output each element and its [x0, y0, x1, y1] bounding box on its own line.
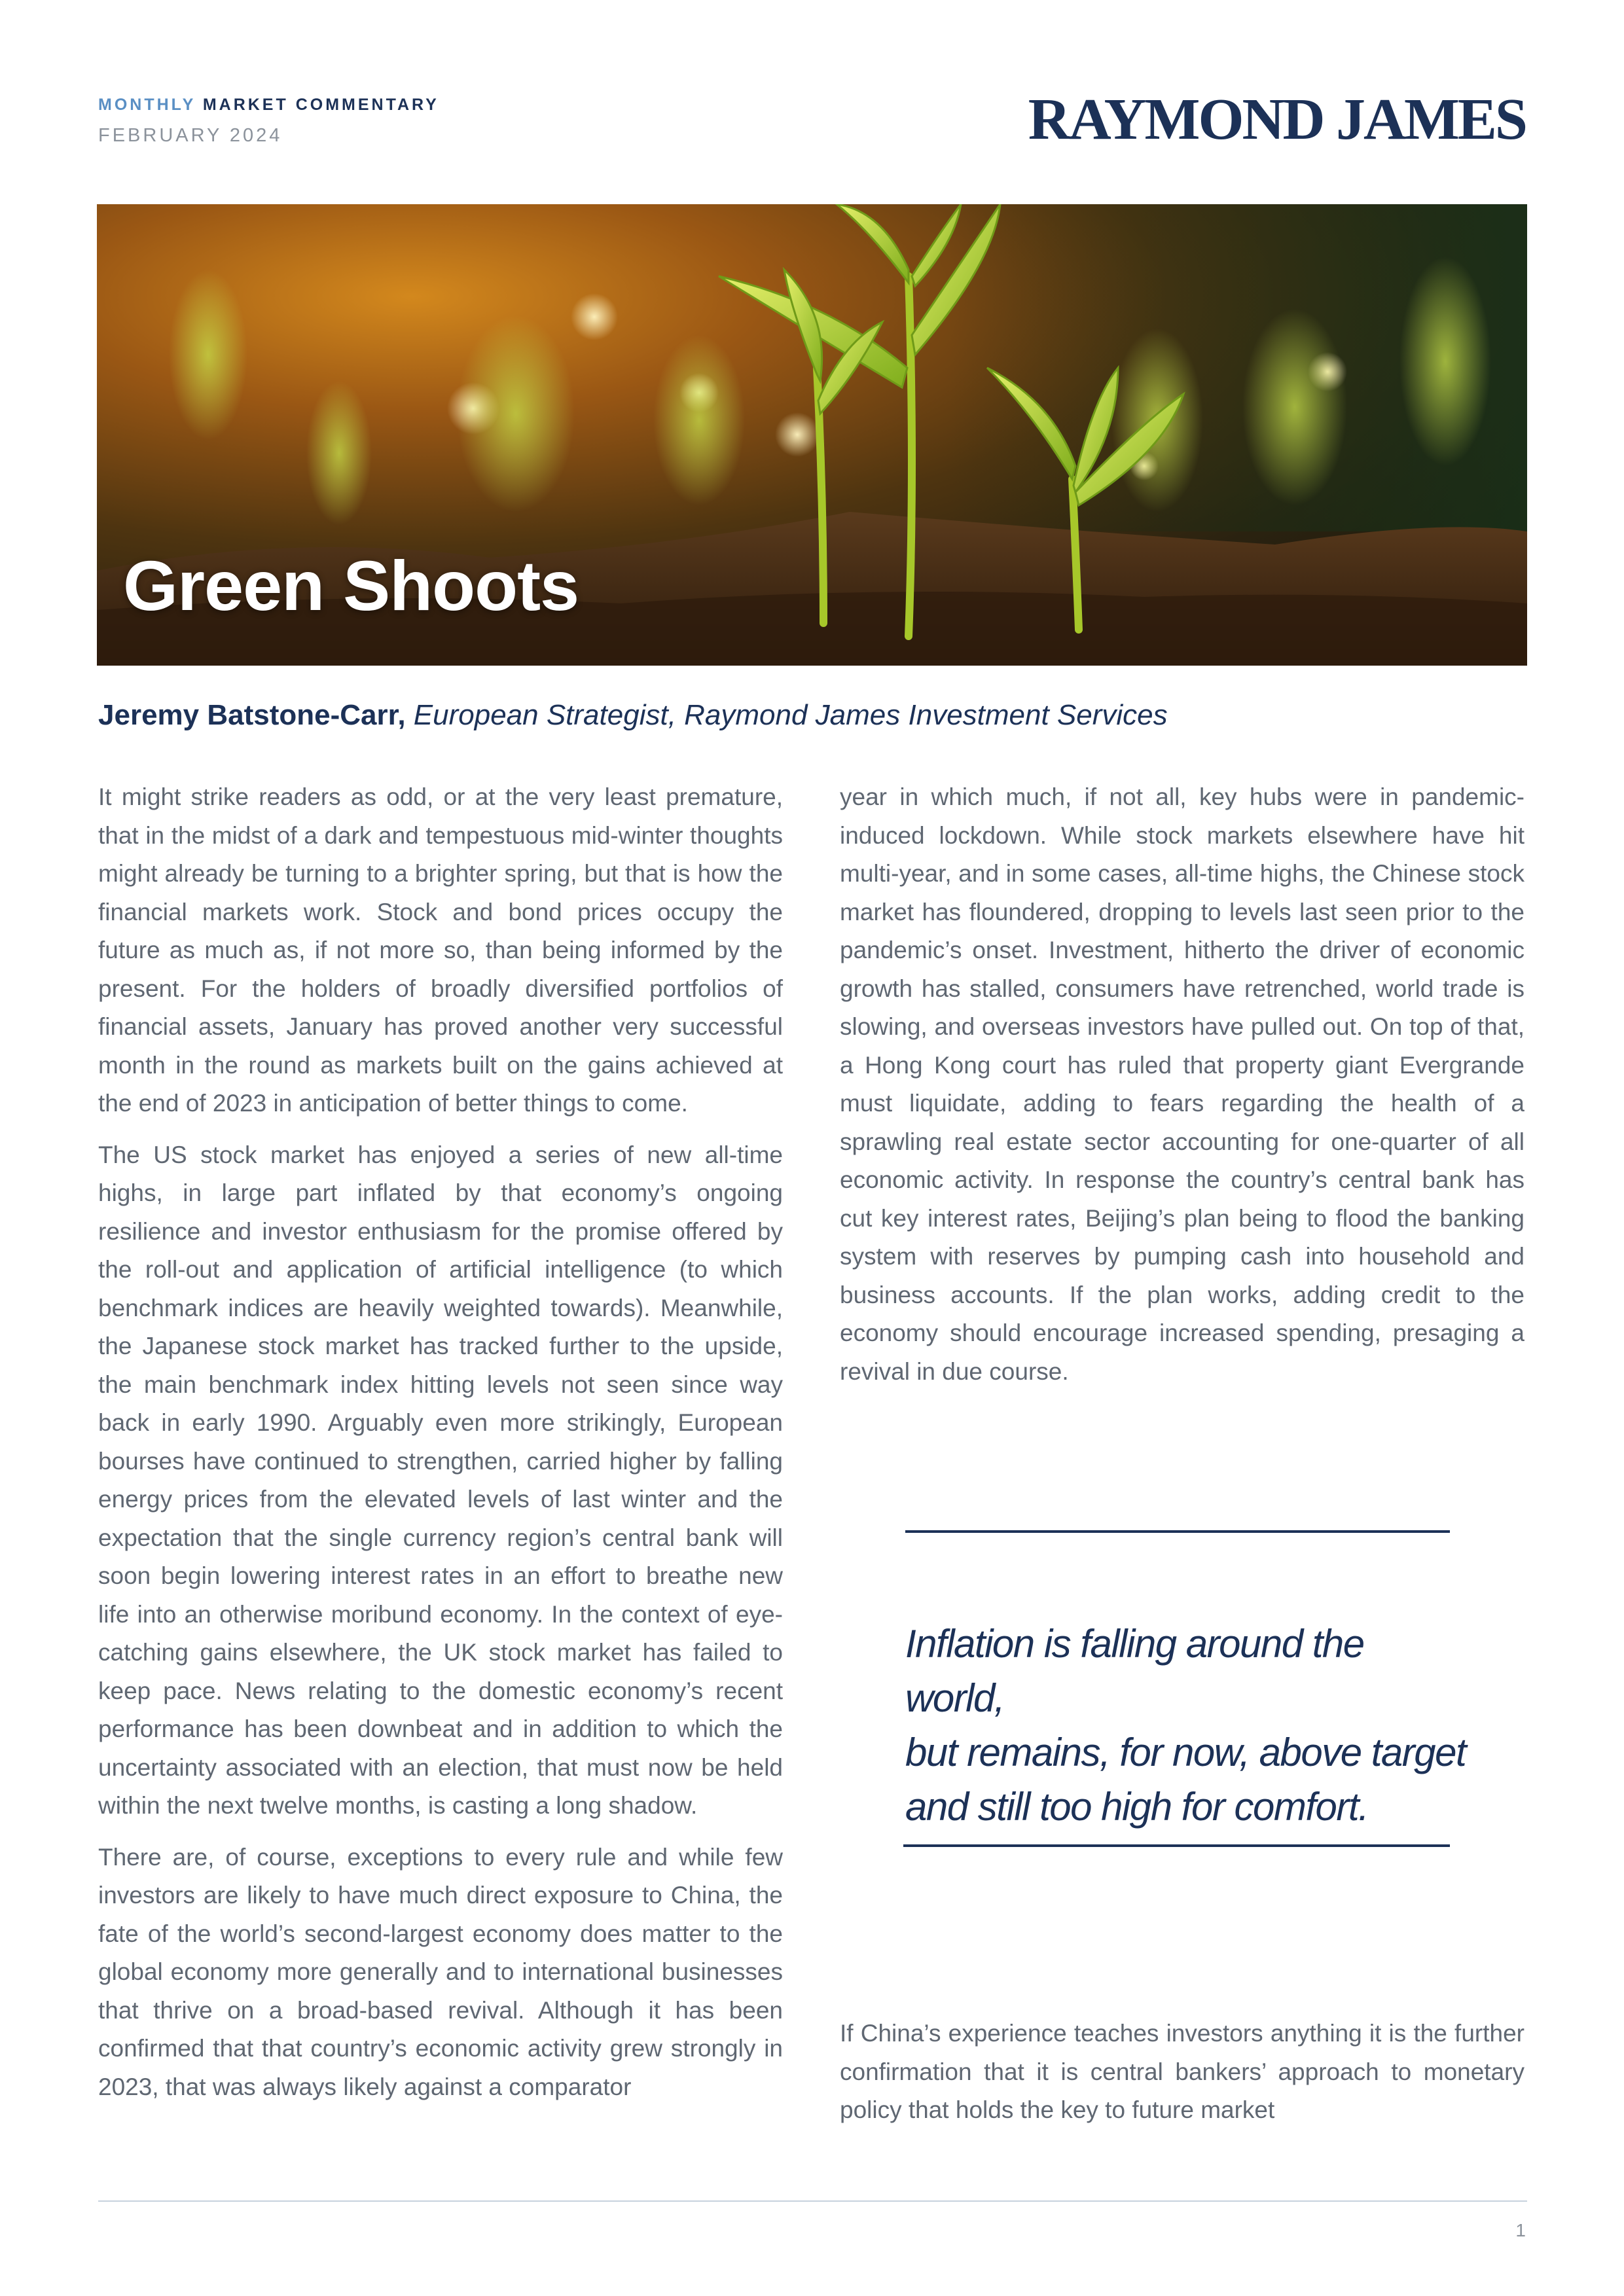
- kicker-accent: MONTHLY: [98, 96, 196, 114]
- pull-quote: [905, 1617, 1468, 1834]
- article-column-left: [98, 778, 783, 2119]
- paragraph: There are, of course, exceptions to every rule and while few investors are likely to have much direct exposure to China, the fate of the world’s second-largest economy does matter to the global economy more generally and to international businesses that thrive on a broad-based revival. Although it has been confirmed that that country’s economic activity grew strongly in 2023, that was always likely against a comparator: [98, 1843, 783, 2100]
- pull-quote-line: but remains, for now, above target: [905, 1731, 1466, 1774]
- publication-date: FEBRUARY 2024: [98, 125, 283, 146]
- paragraph: The US stock market has enjoyed a series of new all-time highs, in large part inflated by that economy’s ongoing resilience and investor enthusiasm for the promise offered by the roll-out and application of artificial intelligence (to which benchmark indices are heavily weighted towards). Meanwhile, the Japanese stock market has tracked further to the upside, the main benchmark index hitting levels not seen since way back in early 1990. Arguably even more strikingly, European bourses have continued to strengthen, carried higher by falling energy prices from the elevated levels of last winter and the expectation that the single currency region’s central bank will soon begin lowering interest rates in an effort to breathe new life into an otherwise moribund economy. In the context of eye-catching gains elsewhere, the UK stock market has failed to keep pace. News relating to the domestic economy’s recent performance has been downbeat and in addition to which the uncertainty associated with an election, that must now be held within the next twelve months, is casting a long shadow.: [98, 1141, 783, 1819]
- pull-quote-rule-bottom: [903, 1844, 1450, 1847]
- paragraph: It might strike readers as odd, or at the very least premature, that in the midst of a dark and tempestuous mid-winter thoughts might already be turning to a brighter spring, but that is how the financial markets work. Stock and bond prices occupy the future as much as, if not more so, than being informed by the present. For the holders of broadly diversified portfolios of financial assets, January has proved another very successful month in the round as markets built on the gains achieved at the end of 2023 in anticipation of better things to come.: [98, 783, 783, 1117]
- raymond-james-logo: RAYMOND JAMES: [1028, 87, 1526, 152]
- paragraph: If China’s experience teaches investors anything it is the further confirmation that it is central bankers’ approach to monetary policy that holds the key to future market: [840, 2020, 1525, 2123]
- article-column-right-top: [840, 778, 1525, 1404]
- article-title: Green Shoots: [123, 546, 579, 625]
- author-name: Jeremy Batstone-Carr,: [98, 699, 406, 731]
- kicker-main: MARKET COMMENTARY: [202, 96, 439, 114]
- header-left: [98, 96, 439, 147]
- hero-image: [97, 204, 1527, 666]
- publication-kicker: [98, 96, 439, 115]
- footer-divider: [98, 2200, 1527, 2202]
- pull-quote-line: Inflation is falling around the world,: [905, 1622, 1364, 1720]
- pull-quote-rule-top: [905, 1530, 1450, 1533]
- article-column-right-bottom: [840, 2015, 1525, 2143]
- author-byline: [98, 699, 1527, 732]
- page-number: 1: [1515, 2220, 1526, 2240]
- author-role: European Strategist, Raymond James Investment Services: [413, 699, 1168, 731]
- pull-quote-line: and still too high for comfort.: [905, 1785, 1369, 1829]
- paragraph: year in which much, if not all, key hubs were in pandemic-induced lockdown. While stock markets elsewhere have hit multi-year, and in some cases, all-time highs, the Chinese stock market has floundered, dropping to levels last seen prior to the pandemic’s onset. Investment, hitherto the driver of economic growth has stalled, consumers have retrenched, world trade is slowing, and overseas investors have pulled out. On top of that, a Hong Kong court has ruled that property giant Evergrande must liquidate, adding to fears regarding the health of a sprawling real estate sector accounting for one-quarter of all economic activity. In response the country’s central bank has cut key interest rates, Beijing’s plan being to flood the banking system with reserves by pumping cash into household and business accounts. If the plan works, adding credit to the economy should encourage increased spending, presaging a revival in due course.: [840, 783, 1525, 1385]
